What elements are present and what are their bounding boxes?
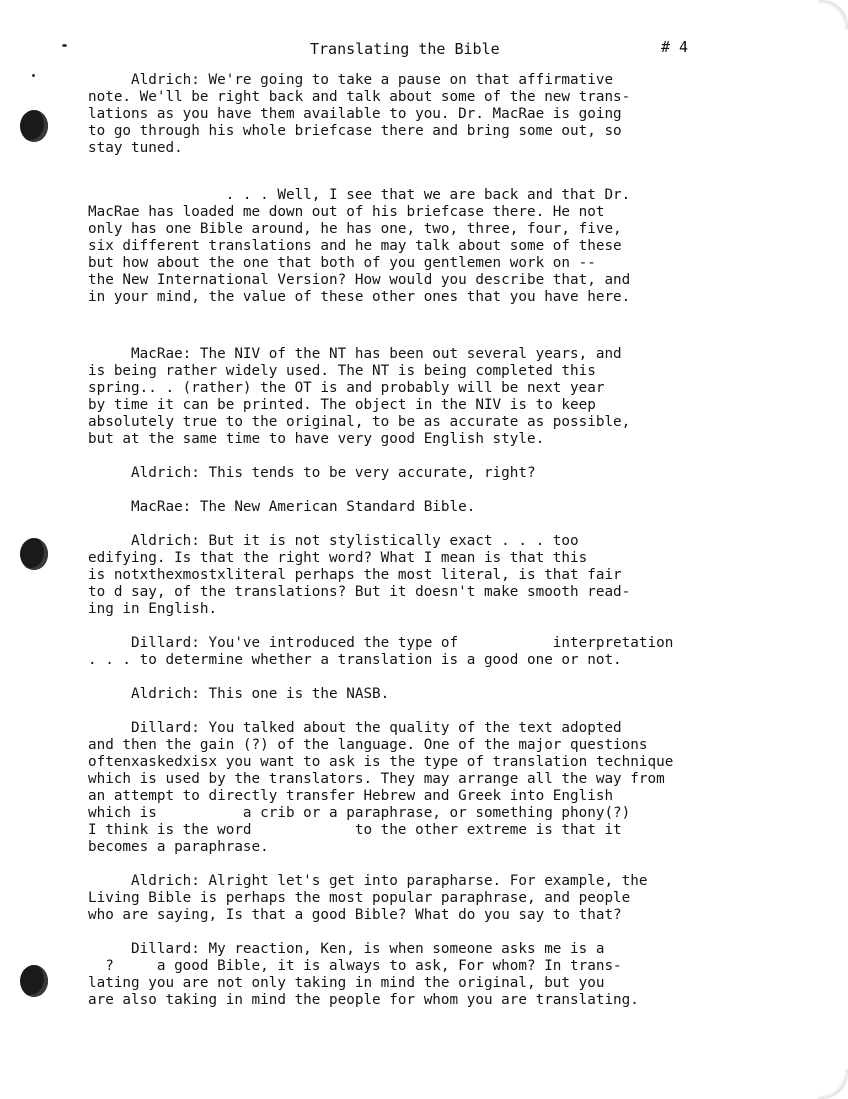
text-line: to go through his whole briefcase there and bring some out, so [88,123,622,139]
page-corner-top [818,0,848,30]
text-line: oftenxaskedxisx you want to ask is the type of translation technique [88,754,674,770]
text-line: spring.. . (rather) the OT is and probably will be next year [88,380,605,396]
text-line: I think is the word to the other extreme is that it [88,822,622,838]
transcript-paragraph [88,686,808,703]
text-line: in your mind, the value of these other ones that you have here. [88,289,631,305]
transcript-paragraph [88,720,808,856]
paragraph-gap [88,856,808,873]
text-line: Living Bible is perhaps the most popular paraphrase, and people [88,890,631,906]
transcript-paragraph [88,465,808,482]
punch-hole [20,110,48,142]
text-line: Aldrich: Alright let's get into parapharse. For example, the [88,873,648,889]
paragraph-gap [88,703,808,720]
transcript-paragraph [88,187,808,306]
paragraph-gap [88,516,808,533]
transcript-paragraph [88,941,808,1009]
text-line: only has one Bible around, he has one, two, three, four, five, [88,221,622,237]
text-line: MacRae has loaded me down out of his briefcase there. He not [88,204,605,220]
text-line: to d say, of the translations? But it doesn't make smooth read- [88,584,631,600]
transcript-paragraph [88,499,808,516]
paragraph-gap [88,924,808,941]
page-corner-bottom [818,1069,848,1099]
text-line: which is a crib or a paraphrase, or something phony(?) [88,805,631,821]
paragraph-gap [88,669,808,686]
text-line: is notxthexmostxliteral perhaps the most literal, is that fair [88,567,622,583]
paragraph-gap [88,618,808,635]
paragraph-gap [88,306,808,346]
punch-hole [20,965,48,997]
paragraph-gap [88,448,808,465]
text-line: Dillard: You've introduced the type of interpretation [88,635,674,651]
punch-hole [20,538,48,570]
page-number: # 4 [661,38,689,56]
text-line: is being rather widely used. The NT is being completed this [88,363,596,379]
text-line: Dillard: You talked about the quality of the text adopted [88,720,622,736]
text-line: ? a good Bible, it is always to ask, For whom? In trans- [88,958,622,974]
text-line: but at the same time to have very good English style. [88,431,545,447]
text-line: Aldrich: This tends to be very accurate, right? [88,465,536,481]
transcript-paragraph [88,72,808,157]
text-line: the New International Version? How would you describe that, and [88,272,631,288]
text-line: and then the gain (?) of the language. One of the major questions [88,737,648,753]
transcript-paragraph [88,346,808,448]
text-line: stay tuned. [88,140,183,156]
text-line: which is used by the translators. They may arrange all the way from [88,771,665,787]
text-line: edifying. Is that the right word? What I mean is that this [88,550,588,566]
paragraph-gap [88,157,808,187]
text-line: note. We'll be right back and talk about some of the new trans- [88,89,631,105]
transcript-body [88,72,808,1009]
ink-speck [32,74,35,77]
paragraph-gap [88,482,808,499]
text-line: ing in English. [88,601,218,617]
transcript-paragraph [88,873,808,924]
text-line: lations as you have them available to you. Dr. MacRae is going [88,106,622,122]
page-header [0,40,848,62]
text-line: Aldrich: We're going to take a pause on that affirmative [88,72,614,88]
text-line: becomes a paraphrase. [88,839,269,855]
text-line: Aldrich: This one is the NASB. [88,686,390,702]
text-line: absolutely true to the original, to be as accurate as possible, [88,414,631,430]
transcript-paragraph [88,533,808,618]
page-title: Translating the Bible [310,40,500,58]
text-line: MacRae: The New American Standard Bible. [88,499,476,515]
text-line: MacRae: The NIV of the NT has been out several years, and [88,346,622,362]
transcript-paragraph [88,635,808,669]
text-line: an attempt to directly transfer Hebrew and Greek into English [88,788,614,804]
text-line: six different translations and he may talk about some of these [88,238,622,254]
text-line: who are saying, Is that a good Bible? What do you say to that? [88,907,622,923]
text-line: . . . to determine whether a translation is a good one or not. [88,652,622,668]
text-line: lating you are not only taking in mind the original, but you [88,975,605,991]
text-line: but how about the one that both of you gentlemen work on -- [88,255,596,271]
text-line: Aldrich: But it is not stylistically exact . . . too [88,533,579,549]
text-line: are also taking in mind the people for whom you are translating. [88,992,639,1008]
text-line: by time it can be printed. The object in the NIV is to keep [88,397,596,413]
text-line: Dillard: My reaction, Ken, is when someone asks me is a [88,941,605,957]
text-line: . . . Well, I see that we are back and that Dr. [88,187,631,203]
